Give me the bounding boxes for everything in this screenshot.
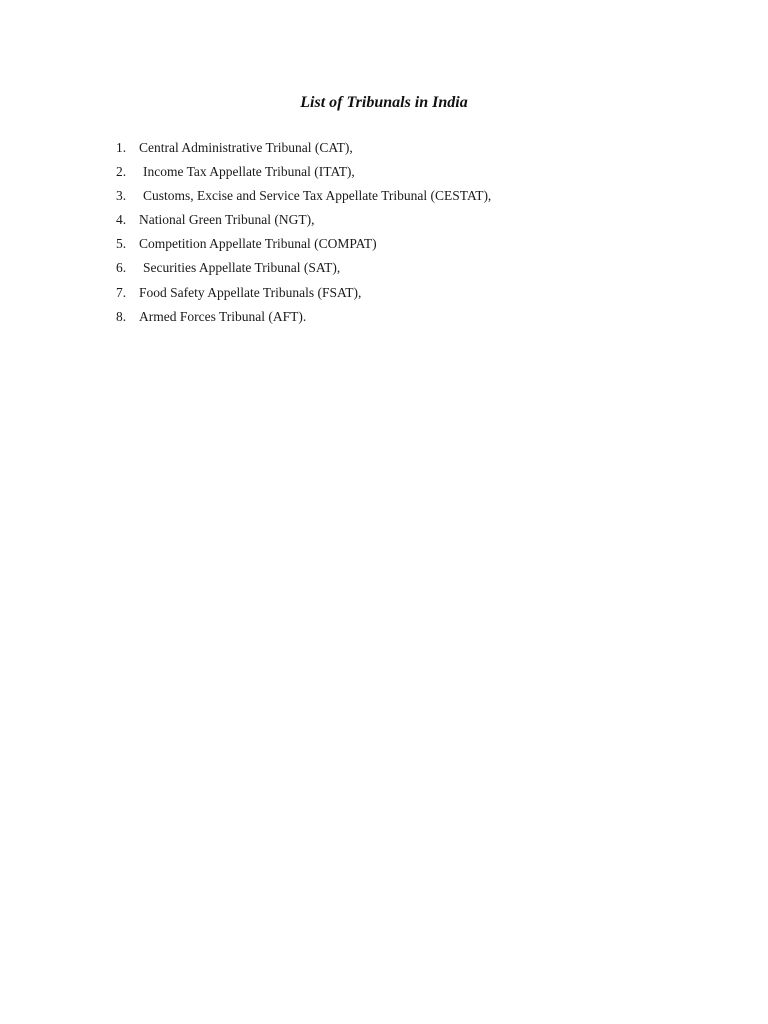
list-item	[116, 163, 491, 187]
list-item-number: 1.	[116, 140, 127, 155]
tribunal-list	[116, 139, 491, 332]
list-item-text: Food Safety Appellate Tribunals (FSAT),	[139, 284, 362, 300]
list-item-text: Customs, Excise and Service Tax Appellate Tribunal (CESTAT),	[143, 188, 492, 204]
list-item-text: Armed Forces Tribunal (AFT).	[139, 308, 307, 324]
list-item	[116, 187, 491, 211]
page-title: List of Tribunals in India	[300, 94, 468, 111]
list-item-text: Central Administrative Tribunal (CAT),	[139, 140, 353, 155]
list-item-number: 2.	[116, 164, 127, 180]
list-item-number: 3.	[116, 188, 127, 204]
list-item	[116, 235, 491, 259]
list-item-number: 8.	[116, 308, 127, 324]
list-item-number: 5.	[116, 236, 127, 252]
list-item-number: 7.	[116, 284, 127, 300]
list-item-text: Competition Appellate Tribunal (COMPAT)	[139, 236, 377, 252]
list-item	[116, 284, 491, 308]
list-item	[116, 259, 491, 283]
list-item	[116, 139, 491, 163]
list-item-text: Income Tax Appellate Tribunal (ITAT),	[143, 164, 355, 180]
list-item-text: Securities Appellate Tribunal (SAT),	[143, 260, 341, 276]
list-item-text: National Green Tribunal (NGT),	[139, 212, 315, 228]
list-item-number: 6.	[116, 260, 127, 276]
list-item	[116, 308, 491, 332]
list-item	[116, 211, 491, 235]
list-item-number: 4.	[116, 212, 127, 228]
